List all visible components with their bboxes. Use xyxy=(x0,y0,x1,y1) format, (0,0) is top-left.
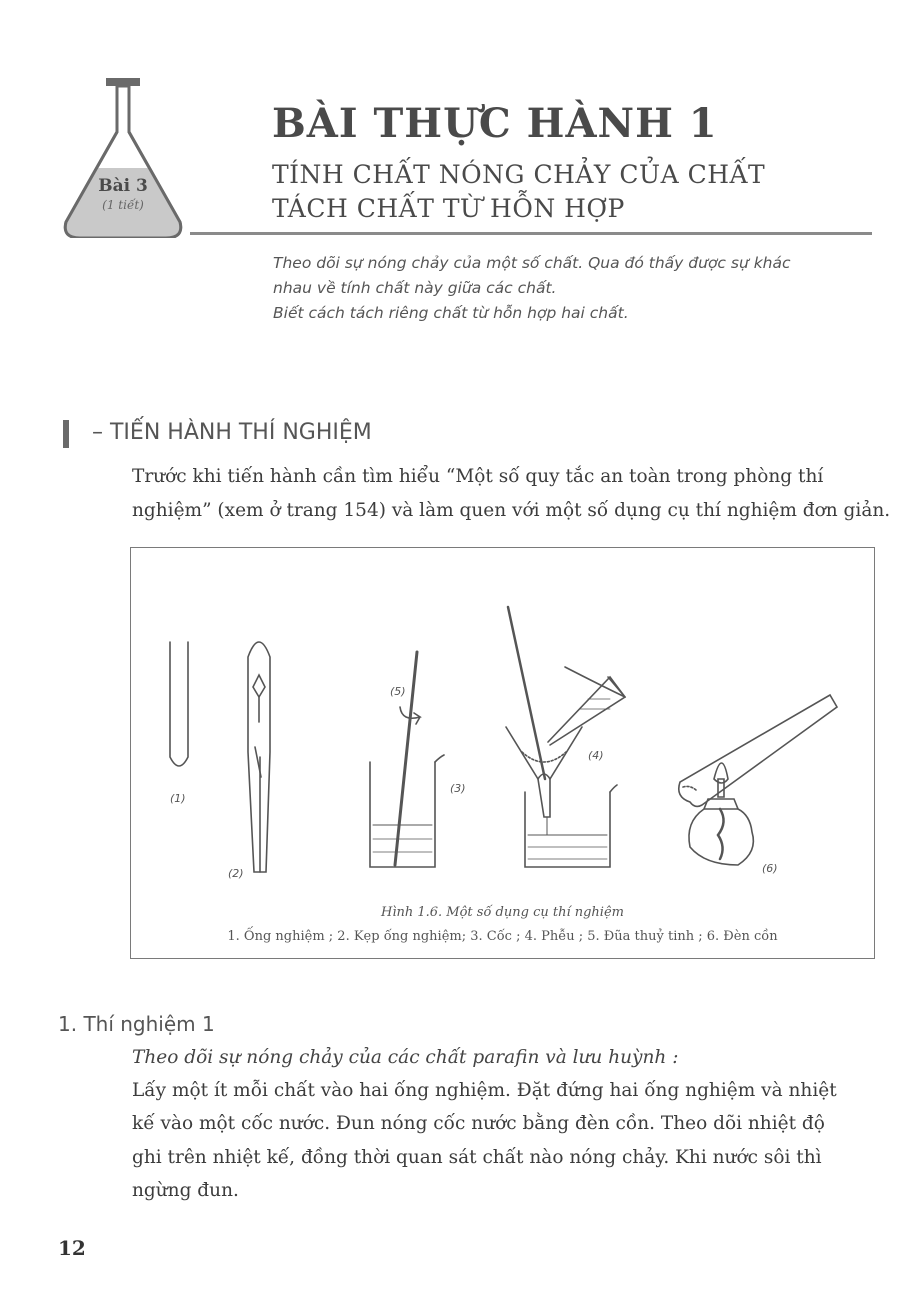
lab-equipment-illustration xyxy=(130,547,875,959)
alcohol-lamp-icon xyxy=(679,695,837,865)
beaker-icon xyxy=(370,755,444,867)
page-title: BÀI THỰC HÀNH 1 xyxy=(272,100,718,147)
objective-line: Biết cách tách riêng chất từ hỗn hợp hai chất. xyxy=(273,304,629,322)
figure-label: (2) xyxy=(228,867,244,880)
funnel-icon xyxy=(506,607,625,867)
experiment-heading: 1. Thí nghiệm 1 xyxy=(58,1012,215,1036)
title-divider xyxy=(190,232,872,235)
figure-label: (6) xyxy=(762,862,778,875)
test-tube-clamp-icon xyxy=(248,642,270,872)
experiment-aim: Theo dõi sự nóng chảy của các chất parafin và lưu huỳnh : xyxy=(132,1047,679,1068)
section-marker xyxy=(63,420,69,448)
subtitle-line-1: TÍNH CHẤT NÓNG CHẢY CỦA CHẤT xyxy=(272,160,766,189)
test-tube-icon xyxy=(170,642,188,766)
objective-line: nhau về tính chất này giữa các chất. xyxy=(273,279,557,297)
subtitle-line-2: TÁCH CHẤT TỪ HỖN HỢP xyxy=(272,194,625,223)
intro-line: Trước khi tiến hành cần tìm hiểu “Một số quy tắc an toàn trong phòng thí xyxy=(132,466,824,487)
figure-label: (4) xyxy=(588,749,604,762)
flask-badge-icon xyxy=(62,72,184,238)
glass-rod-icon xyxy=(395,652,420,865)
page-number: 12 xyxy=(58,1236,86,1260)
figure-label: (1) xyxy=(170,792,186,805)
intro-line: nghiệm” (xem ở trang 154) và làm quen với một số dụng cụ thí nghiệm đơn giản. xyxy=(132,500,891,521)
figure-label: (3) xyxy=(450,782,466,795)
figure-label: (5) xyxy=(390,685,406,698)
paragraph-line: Lấy một ít mỗi chất vào hai ống nghiệm. Đặt đứng hai ống nghiệm và nhiệt xyxy=(132,1080,837,1101)
paragraph-line: ghi trên nhiệt kế, đồng thời quan sát chất nào nóng chảy. Khi nước sôi thì xyxy=(132,1147,822,1168)
section-heading: – TIẾN HÀNH THÍ NGHIỆM xyxy=(92,420,372,445)
badge-duration: (1 tiết) xyxy=(102,198,144,212)
badge-lesson-number: Bài 3 xyxy=(98,176,148,196)
paragraph-line: ngừng đun. xyxy=(132,1180,239,1201)
figure-caption: Hình 1.6. Một số dụng cụ thí nghiệm xyxy=(380,905,624,920)
paragraph-line: kế vào một cốc nước. Đun nóng cốc nước bằng đèn cồn. Theo dõi nhiệt độ xyxy=(132,1113,825,1134)
objective-line: Theo dõi sự nóng chảy của một số chất. Qua đó thấy được sự khác xyxy=(273,254,791,272)
figure-legend: 1. Ống nghiệm ; 2. Kẹp ống nghiệm; 3. Cốc ; 4. Phễu ; 5. Đũa thuỷ tinh ; 6. Đèn cồn xyxy=(227,929,778,944)
